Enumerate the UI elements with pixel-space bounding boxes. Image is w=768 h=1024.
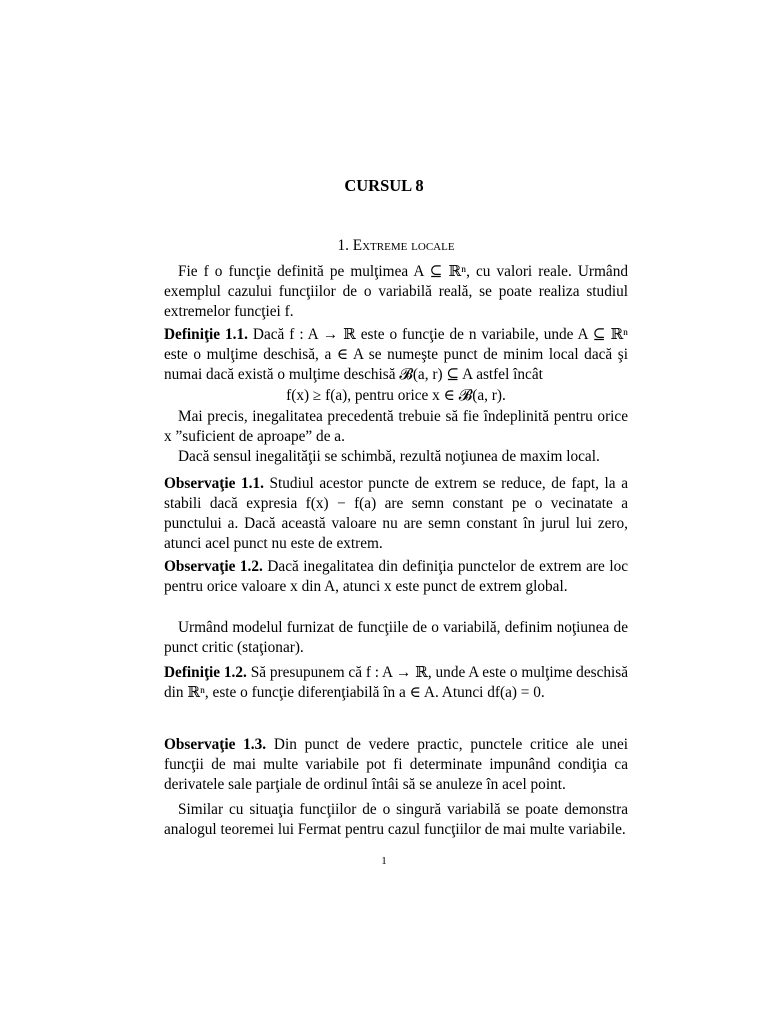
- definition-1-2-label: Definiţie 1.2.: [164, 664, 247, 681]
- section-name: Extreme locale: [352, 237, 455, 254]
- observation-1-1: [164, 474, 628, 554]
- critical-point-paragraph: Urmând modelul furnizat de funcţiile de o variabilă, definim noţiunea de punct critic (staţionar).: [164, 619, 628, 656]
- definition-1-1: [164, 325, 628, 467]
- page-number: 1: [381, 855, 387, 867]
- definition-1-1-text: Dacă f : A → ℝ este o funcţie de n variabile, unde A ⊆ ℝⁿ este o mulţime deschisă, a ∈ A se numeşte punct de minim local dacă şi numai dacă există o mulţime deschisă 𝓑(a, r) ⊆ A astfel încât: [164, 326, 628, 383]
- final-paragraph: Similar cu situaţia funcţiilor de o singură variabilă se poate demonstra analogul teoremei lui Fermat pentru cazul funcţiilor de mai multe variabile.: [164, 801, 628, 838]
- observation-1-3-text: Din punct de vedere practic, punctele critice ale unei funcţii de mai multe variabile pot fi determinate impunând condiţia ca derivatele sale parţiale de ordinul întâi să se anuleze în acel point.: [164, 736, 628, 793]
- intro-paragraph: Fie f o funcţie definită pe mulţimea A ⊆ ℝⁿ, cu valori reale. Urmând exemplul cazului funcţiilor de o variabilă reală, se poate realiza studiul extremelor funcţiei f.: [164, 263, 628, 320]
- final-block: [164, 800, 628, 840]
- observation-1-2-text: Dacă inegalitatea din definiţia punctelor de extrem are loc pentru orice valoare x din A, atunci x este punct de extrem global.: [164, 558, 629, 595]
- observation-1-1-label: Observaţie 1.1.: [164, 475, 264, 492]
- observation-1-2: [164, 557, 628, 597]
- section-number: 1.: [337, 237, 349, 254]
- critical-point-intro: [164, 618, 628, 658]
- observation-1-3: [164, 735, 628, 795]
- section-heading: [164, 236, 628, 256]
- definition-1-2: [164, 663, 628, 703]
- definition-1-1-equation: f(x) ≥ f(a), pentru orice x ∈ 𝓑(a, r).: [286, 387, 506, 404]
- definition-1-2-text: Să presupunem că f : A → ℝ, unde A este o mulţime deschisă din ℝⁿ, este o funcţie diferenţiabilă în a ∈ A. Atunci df(a) = 0.: [164, 664, 629, 701]
- observation-1-3-label: Observaţie 1.3.: [164, 736, 267, 753]
- page-title: CURSUL 8: [344, 176, 424, 195]
- intro-block: [164, 262, 628, 322]
- definition-1-1-remark: Mai precis, inegalitatea precedentă trebuie să fie îndeplinită pentru orice x ”suficient de aproape” de a.: [164, 408, 628, 445]
- definition-1-1-label: Definiţie 1.1.: [164, 326, 248, 343]
- observation-1-1-text: Studiul acestor puncte de extrem se reduce, de fapt, la a stabili dacă expresia f(x) − f(a) are semn constant pe o vecinatate a punctului a. Dacă această valoare nu are semn constant în jurul lui zero, atunci acel punct nu este de extrem.: [164, 475, 628, 552]
- observation-1-2-label: Observaţie 1.2.: [164, 558, 263, 575]
- definition-1-1-maxim: Dacă sensul inegalităţii se schimbă, rezultă noţiunea de maxim local.: [178, 448, 600, 465]
